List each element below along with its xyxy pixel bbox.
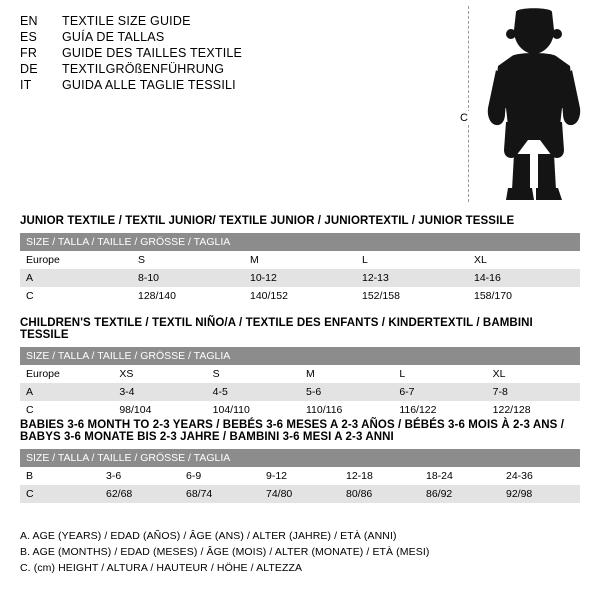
row-label: A (20, 269, 132, 287)
cell: L (399, 368, 406, 380)
cell: L (362, 254, 368, 266)
cell: 152/158 (362, 290, 400, 302)
cell: 12-18 (346, 470, 373, 482)
cell: M (250, 254, 259, 266)
cell: XS (119, 368, 134, 380)
language-code: FR (20, 46, 38, 60)
cell: 158/170 (474, 290, 512, 302)
cell: 98/104 (119, 404, 152, 416)
junior-size-table (20, 233, 580, 305)
row-label: B (26, 470, 34, 482)
cell: 104/110 (212, 404, 250, 416)
cell: 86/92 (420, 485, 500, 503)
section-title: JUNIOR TEXTILE / TEXTIL JUNIOR/ TEXTILE JUNIOR / JUNIORTEXTIL / JUNIOR TESSILE (20, 215, 515, 227)
cell: 140/152 (250, 290, 288, 302)
cell: 3-6 (106, 470, 122, 482)
cell: 122/128 (492, 404, 531, 416)
legend-note: A. AGE (YEARS) / EDAD (AÑOS) / ÂGE (ANS) / ALTER (JAHRE) / ETÀ (ANNI) (20, 530, 397, 542)
cell: 5-6 (300, 383, 393, 401)
table-row (20, 401, 580, 419)
language-row (20, 62, 440, 76)
cell: 92/98 (500, 485, 580, 503)
section-junior (20, 215, 580, 305)
language-row (20, 30, 440, 44)
cell: 62/68 (100, 485, 180, 503)
table-row (20, 467, 580, 485)
toddler-silhouette-icon (478, 8, 590, 206)
cell: 8-10 (132, 269, 244, 287)
legend-note: B. AGE (MONTHS) / EDAD (MESES) / ÂGE (MOIS) / ALTER (MONATE) / ETÀ (MESI) (20, 546, 430, 558)
language-code: IT (20, 78, 32, 92)
cell: 74/80 (260, 485, 340, 503)
table-row (20, 287, 580, 305)
cell: 4-5 (207, 383, 300, 401)
row-label: A (20, 383, 113, 401)
babies-size-table (20, 449, 580, 503)
section-title: BABIES 3-6 MONTH TO 2-3 YEARS / BEBÉS 3-6 MESES A 2-3 AÑOS / BÉBÉS 3-6 MOIS À 2-3 ANS / BABYS 3-6 MONATE BIS 2-3 JAHRE / BAMBINI 3-6 MESI A 2-3 ANNI (20, 419, 564, 443)
children-size-table (20, 347, 580, 419)
cell: 12-13 (356, 269, 468, 287)
cell: 6-9 (186, 470, 202, 482)
language-header (20, 14, 440, 94)
table-header-row (20, 347, 580, 365)
cell: XL (474, 254, 487, 266)
cell: 110/116 (305, 404, 343, 416)
language-code: ES (20, 30, 38, 44)
size-header-label: SIZE / TALLA / TAILLE / GRÖSSE / TAGLIA (20, 233, 580, 251)
cell: 6-7 (393, 383, 486, 401)
table-header-row (20, 449, 580, 467)
cell: 116/122 (399, 404, 437, 416)
cell: S (212, 368, 220, 380)
row-label: Europe (26, 254, 60, 266)
size-header-label: SIZE / TALLA / TAILLE / GRÖSSE / TAGLIA (20, 449, 580, 467)
row-label: C (26, 290, 34, 302)
height-measure-label: C (460, 112, 468, 124)
language-title: GUÍA DE TALLAS (62, 30, 165, 44)
legend-notes (20, 530, 580, 578)
table-row (20, 383, 580, 401)
language-row (20, 46, 440, 60)
language-title: TEXTILE SIZE GUIDE (62, 14, 191, 28)
row-label: C (20, 485, 100, 503)
section-children (20, 317, 580, 419)
language-code: EN (20, 14, 38, 28)
size-header-label: SIZE / TALLA / TAILLE / GRÖSSE / TAGLIA (20, 347, 580, 365)
cell: M (305, 368, 315, 380)
cell: S (138, 254, 146, 266)
table-row (20, 365, 580, 383)
cell: 18-24 (426, 470, 453, 482)
language-row (20, 14, 440, 28)
cell: 80/86 (340, 485, 420, 503)
cell: 68/74 (180, 485, 260, 503)
language-row (20, 78, 440, 92)
row-label: Europe (26, 368, 60, 380)
height-measure-line (468, 6, 469, 202)
table-row (20, 269, 580, 287)
row-label: C (26, 404, 34, 416)
language-title: TEXTILGRÖßENFÜHRUNG (62, 62, 225, 76)
cell: 3-4 (113, 383, 206, 401)
cell: 14-16 (468, 269, 580, 287)
language-title: GUIDE DES TAILLES TEXTILE (62, 46, 243, 60)
cell: 10-12 (244, 269, 356, 287)
cell: 9-12 (266, 470, 288, 482)
cell: 7-8 (487, 383, 580, 401)
language-code: DE (20, 62, 38, 76)
table-row (20, 251, 580, 269)
figure-illustration (452, 6, 592, 206)
table-row (20, 485, 580, 503)
language-title: GUIDA ALLE TAGLIE TESSILI (62, 78, 236, 92)
cell: 24-36 (506, 470, 533, 482)
cell: XL (492, 368, 506, 380)
cell: 128/140 (138, 290, 176, 302)
section-babies (20, 419, 580, 503)
section-title: CHILDREN'S TEXTILE / TEXTIL NIÑO/A / TEXTILE DES ENFANTS / KINDERTEXTIL / BAMBINI TESSILE (20, 317, 533, 341)
legend-note: C. (cm) HEIGHT / ALTURA / HAUTEUR / HÖHE / ALTEZZA (20, 562, 303, 574)
table-header-row (20, 233, 580, 251)
